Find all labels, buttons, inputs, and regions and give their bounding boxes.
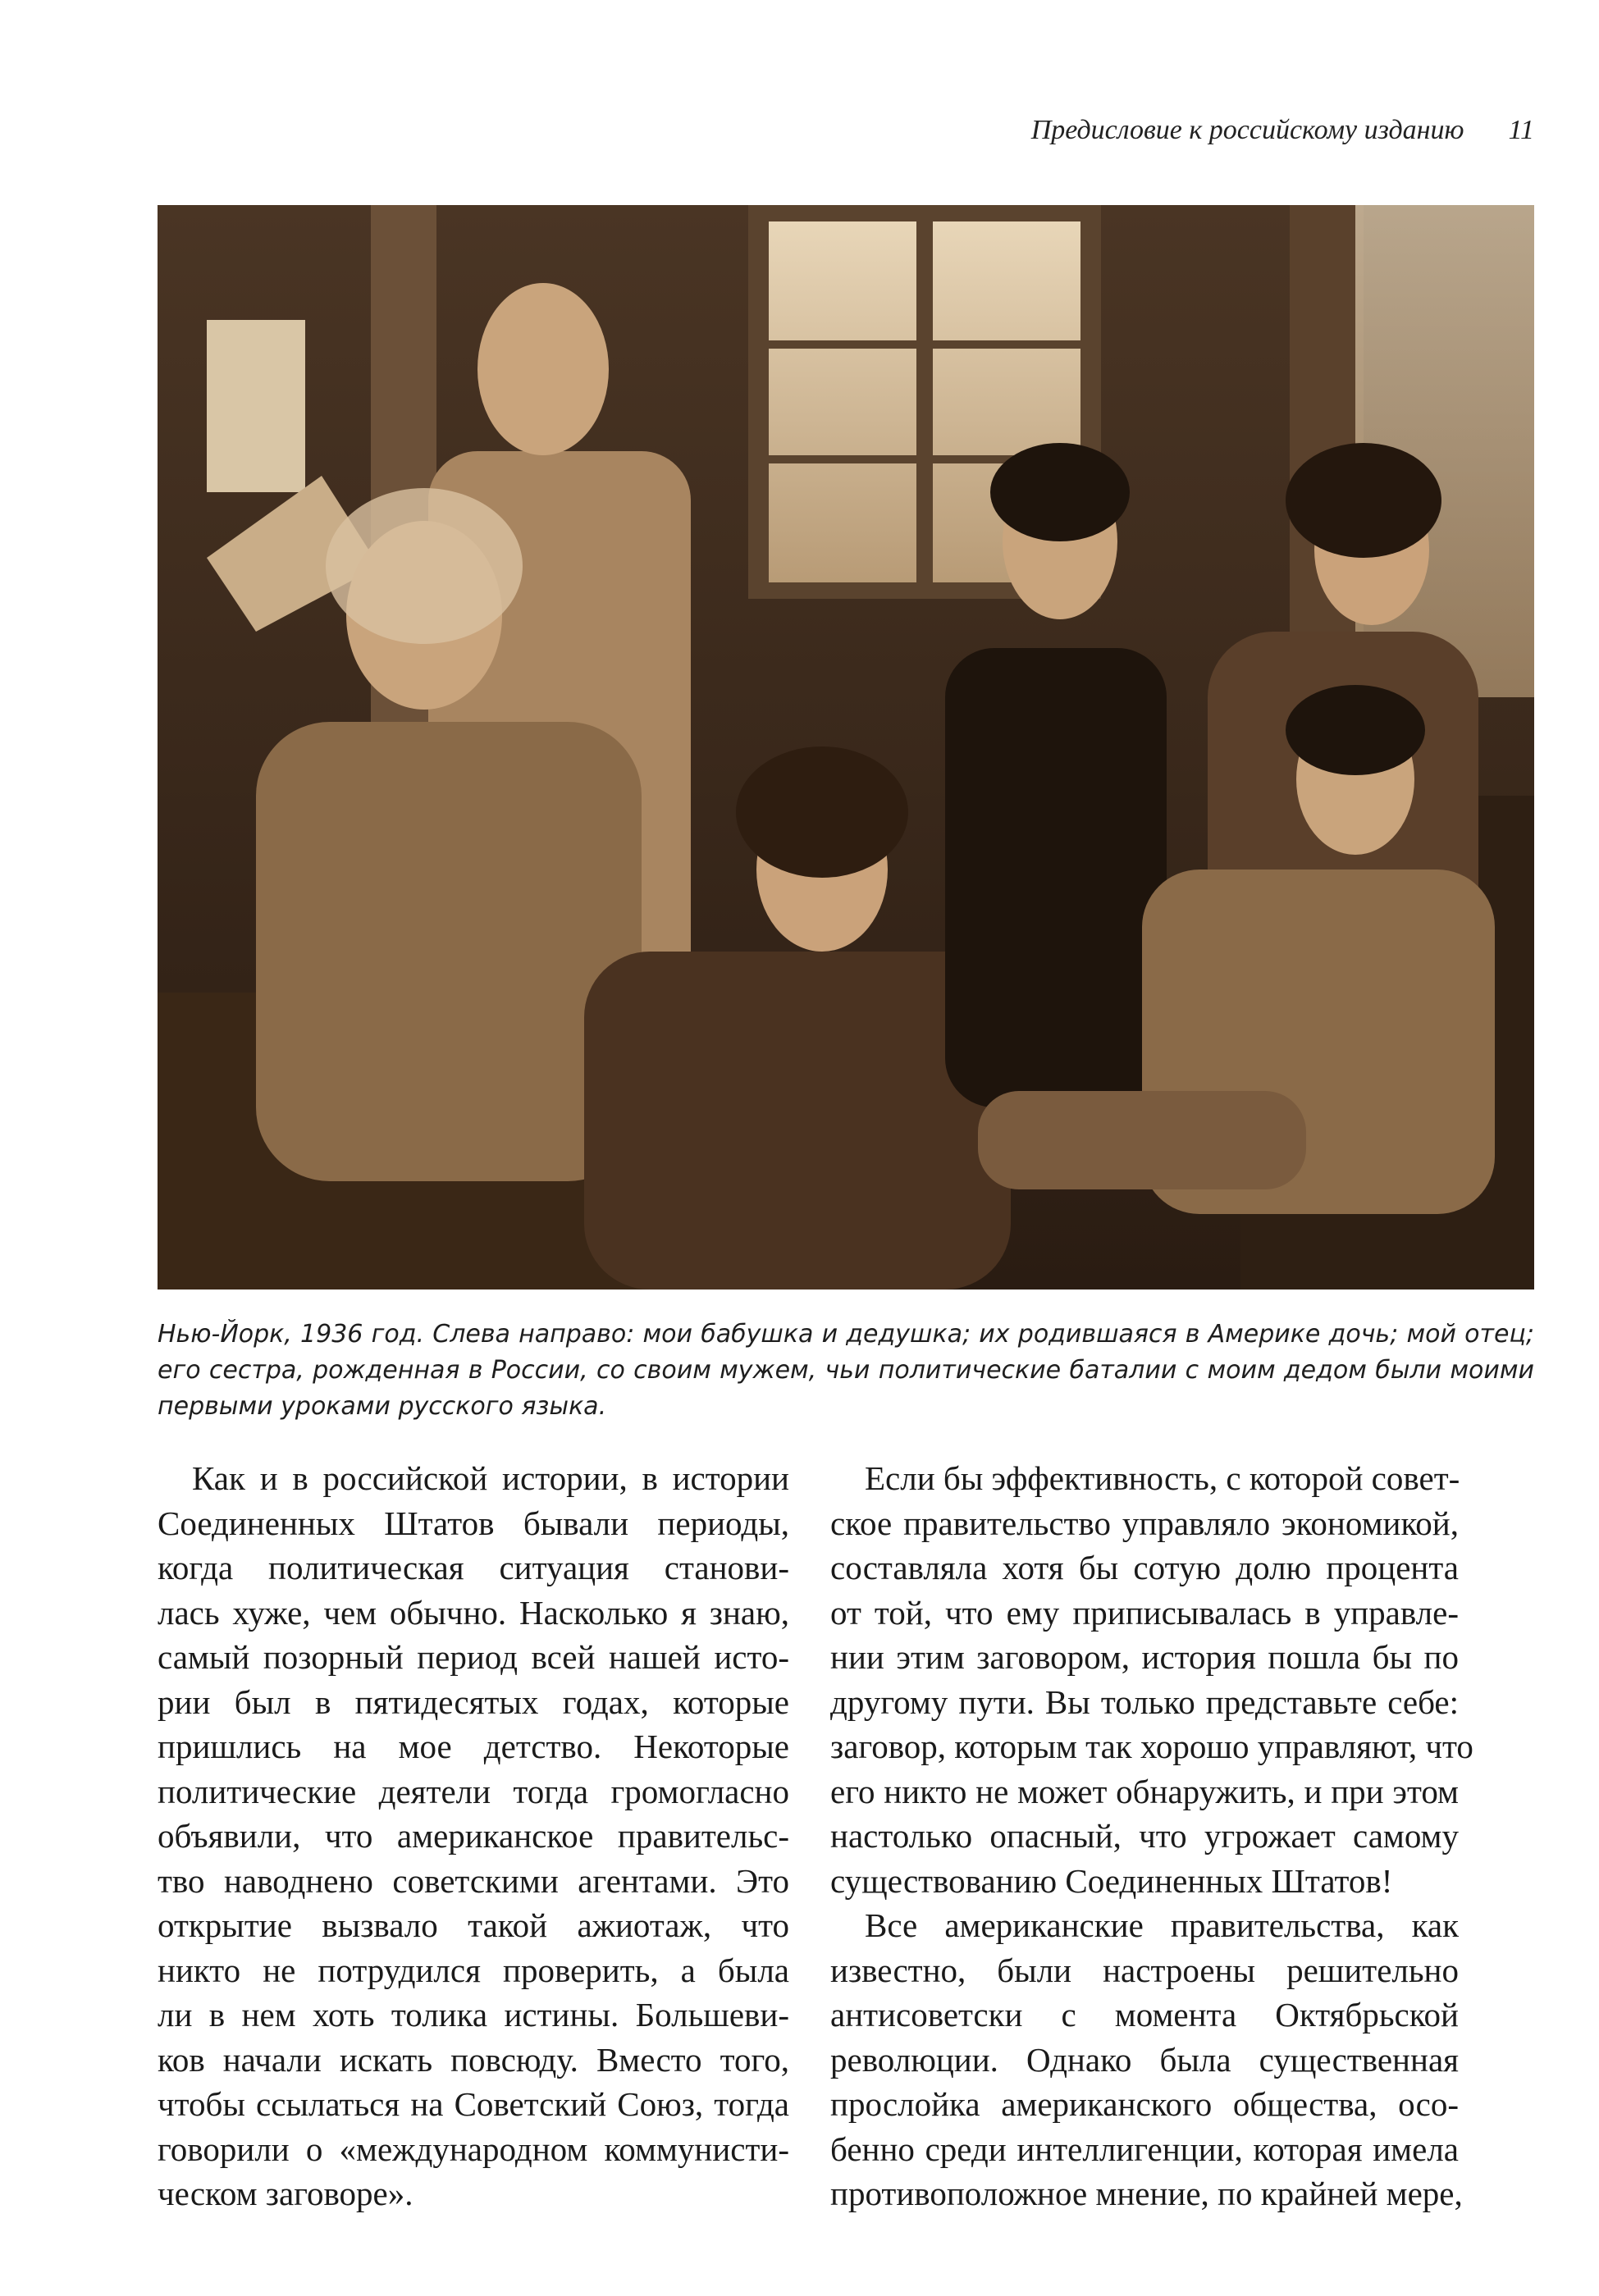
text-line: ли в нем хоть толика истины. Большеви-	[158, 1996, 789, 2034]
figure-grandmother-hair	[326, 488, 523, 644]
figure-grandmother-body	[256, 722, 642, 1181]
text-line: Если бы эффективность, с которой совет-	[865, 1459, 1460, 1497]
photo-caption: Нью-Йорк, 1936 год. Слева направо: мои бабушка и дедушка; их родившаяся в Америке дочь; мой отец; его сестра, рожденная в России, со своим мужем, чьи политические баталии с моим дедом были моими первыми уроками русского языка.	[158, 1320, 1534, 1421]
figure-father-body	[945, 648, 1167, 1107]
text-line: другому пути. Вы только представьте себе:	[830, 1682, 1459, 1721]
figure-daughter-hair	[736, 746, 908, 878]
text-line: никто не потрудился проверить, а была	[158, 1951, 789, 1989]
text-line: существованию Соединенных Штатов!	[830, 1861, 1393, 1900]
text-line: заговор, которым так хорошо управляют, что	[830, 1728, 1473, 1765]
text-line: нии этим заговором, история пошла бы по	[830, 1638, 1459, 1676]
text-line: политические деятели тогда громогласно	[158, 1772, 789, 1810]
figure-aunt-hair	[1286, 443, 1441, 558]
text-line: прослойка американского общества, осо-	[830, 2085, 1459, 2123]
family-photo	[158, 205, 1534, 1290]
running-header	[820, 115, 1534, 156]
family-photo-illustration	[158, 205, 1534, 1290]
text-line: известно, были настроены решительно	[830, 1951, 1459, 1989]
text-line: антисоветски с момента Октябрьской	[830, 1996, 1459, 2034]
text-line: пришлись на мое детство. Некоторые	[158, 1728, 789, 1765]
text-line: противоположное мнение, по крайней мере,	[830, 2175, 1463, 2212]
text-line: самый позорный период всей нашей исто-	[158, 1638, 789, 1676]
text-line: объявили, что американское правительс-	[158, 1817, 789, 1855]
text-line: от той, что ему приписывалась в управле-	[830, 1593, 1459, 1632]
wall-picture	[207, 320, 305, 492]
text-line: когда политическая ситуация станови-	[158, 1549, 789, 1586]
text-line: ское правительство управляло экономикой,	[830, 1504, 1459, 1542]
text-line: Как и в российской истории, в истории	[192, 1459, 789, 1497]
text-line: Соединенных Штатов бывали периоды,	[158, 1504, 789, 1542]
text-line: бенно среди интеллигенции, которая имела	[830, 2129, 1459, 2168]
text-line: ческом заговоре».	[158, 2175, 413, 2212]
text-line: открытие вызвало такой ажиотаж, что	[158, 1906, 789, 1944]
text-line: ков начали искать повсюду. Вместо того,	[158, 2040, 789, 2079]
figure-uncle-legs	[978, 1091, 1306, 1189]
figure-uncle-hair	[1286, 685, 1425, 775]
text-line: его никто не может обнаружить, и при этом	[830, 1772, 1459, 1810]
text-line: тво наводнено советскими агентами. Это	[158, 1861, 789, 1900]
text-line: говорили о «международном коммунисти-	[158, 2129, 789, 2168]
text-line: составляла хотя бы сотую долю процента	[830, 1549, 1459, 1586]
page-number: 11	[1508, 115, 1534, 145]
text-column-left	[158, 1456, 789, 2216]
figure-grandfather-head	[477, 283, 609, 455]
window-pane-left	[769, 221, 916, 582]
text-line: настолько опасный, что угрожает самому	[830, 1817, 1459, 1855]
text-line: чтобы ссылаться на Советский Союз, тогда	[158, 2085, 789, 2123]
text-line: Все американские правительства, как	[865, 1906, 1459, 1944]
figure-father-hair	[990, 443, 1130, 541]
text-line: революции. Однако была существенная	[830, 2040, 1459, 2079]
text-line: рии был в пятидесятых годах, которые	[158, 1682, 789, 1721]
text-line: лась хуже, чем обычно. Насколько я знаю,	[158, 1593, 789, 1632]
running-title: Предисловие к российскому изданию	[1030, 115, 1464, 145]
text-column-right	[830, 1456, 1473, 2216]
